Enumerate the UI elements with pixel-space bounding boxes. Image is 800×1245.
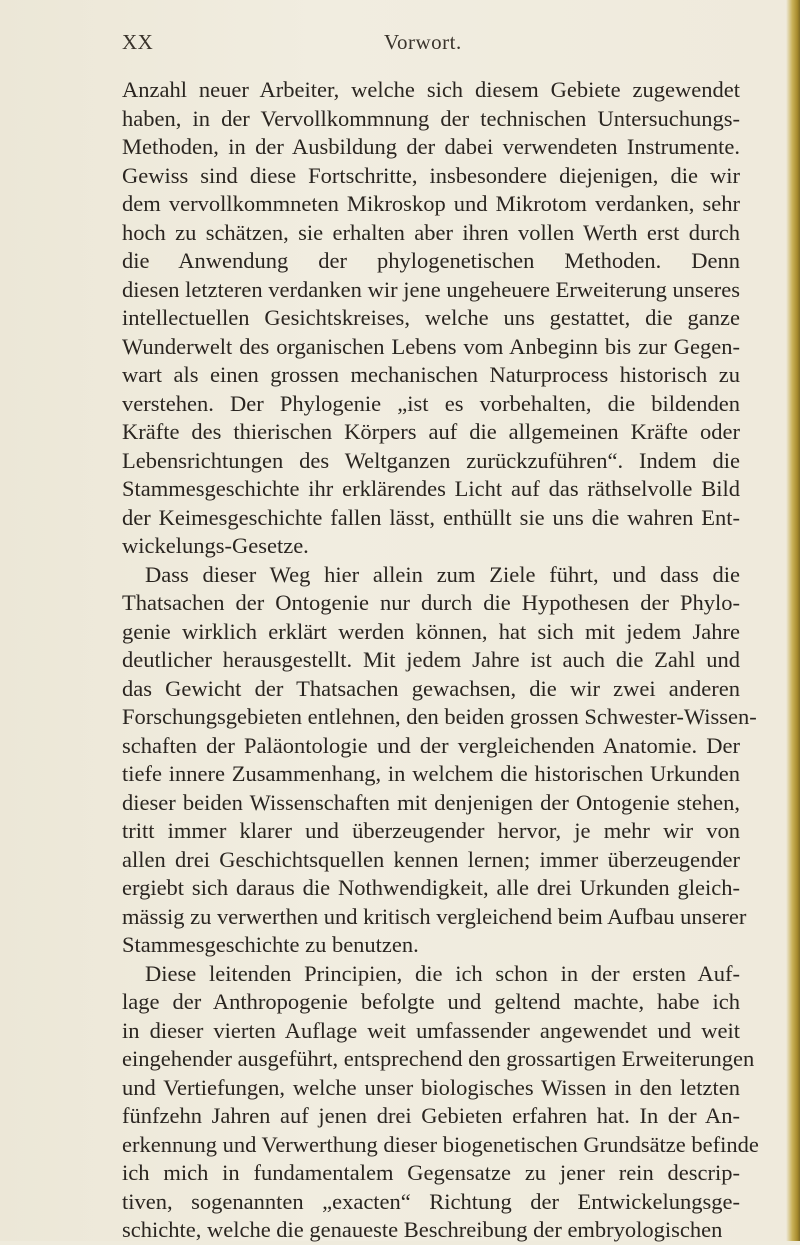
text-line: das Gewicht der Thatsachen gewachsen, die wir zwei anderen: [122, 675, 740, 701]
text-line: dieser beiden Wissenschaften mit denjenigen der Ontogenie stehen,: [122, 789, 740, 815]
text-line: tiven, sogenannten „exacten“ Richtung der Entwickelungsge-: [122, 1188, 740, 1214]
text-line: Forschungsgebieten entlehnen, den beiden grossen Schwester-Wissen-: [122, 704, 757, 729]
text-line: Wunderwelt des organischen Lebens vom Anbeginn bis zur Gegen-: [122, 333, 740, 359]
page-number: XX: [122, 30, 154, 54]
text-line: schichte, welche die genaueste Beschreibung der embryologischen: [122, 1217, 723, 1242]
text-line: ergiebt sich daraus die Nothwendigkeit, alle drei Urkunden gleich-: [122, 875, 740, 900]
text-line: Diese leitenden Principien, die ich schon in der ersten Auf-: [145, 960, 740, 986]
page-header: [122, 30, 740, 62]
text-line: Gewiss sind diese Fortschritte, insbesondere diejenigen, die wir: [122, 162, 740, 188]
paragraph: [122, 960, 759, 1245]
text-line: mässig zu verwerthen und kritisch vergleichend beim Aufbau unserer: [122, 903, 747, 929]
text-line: tiefe innere Zusammenhang, in welchem die historischen Urkunden: [122, 761, 740, 786]
text-line: Stammesgeschichte ihr erklärendes Licht auf das räthselvolle Bild: [122, 476, 740, 501]
text-line: diesen letzteren verdanken wir jene ungeheuere Erweiterung unseres: [122, 276, 740, 302]
paragraph: [122, 561, 757, 960]
text-line: Anzahl neuer Arbeiter, welche sich diesem Gebiete zugewendet: [122, 77, 740, 102]
running-title: Vorwort.: [384, 30, 462, 54]
text-line: und Vertiefungen, welche unser biologisches Wissen in den letzten: [122, 1074, 740, 1100]
body-text: [122, 76, 759, 1245]
text-line: tritt immer klarer und überzeugender hervor, je mehr wir von: [122, 818, 740, 843]
text-line: wart als einen grossen mechanischen Naturprocess historisch zu: [122, 362, 740, 387]
text-line: Thatsachen der Ontogenie nur durch die Hypothesen der Phylo-: [122, 590, 740, 615]
text-line: fünfzehn Jahren auf jenen drei Gebieten erfahren hat. In der An-: [122, 1103, 740, 1128]
text-line: Stammesgeschichte zu benutzen.: [122, 932, 419, 957]
text-line: verstehen. Der Phylogenie „ist es vorbehalten, die bildenden: [122, 390, 740, 416]
paragraph: [122, 76, 740, 561]
text-line: dem vervollkommneten Mikroskop und Mikrotom verdanken, sehr: [122, 191, 740, 216]
text-line: in dieser vierten Auflage weit umfassender angewendet und weit: [122, 1017, 740, 1043]
text-line: der Keimesgeschichte fallen lässt, enthüllt sie uns die wahren Ent-: [122, 504, 740, 530]
text-line: schaften der Paläontologie und der vergleichenden Anatomie. Der: [122, 732, 740, 758]
text-line: ich mich in fundamentalem Gegensatze zu jener rein descrip-: [122, 1160, 740, 1185]
text-line: deutlicher herausgestellt. Mit jedem Jahre ist auch die Zahl und: [122, 647, 740, 672]
text-line: lage der Anthropogenie befolgte und geltend machte, habe ich: [122, 989, 740, 1014]
text-line: genie wirklich erklärt werden können, hat sich mit jedem Jahre: [122, 618, 740, 644]
text-line: Kräfte des thierischen Körpers auf die allgemeinen Kräfte oder: [122, 419, 740, 444]
text-line: Lebensrichtungen des Weltganzen zurückzuführen“. Indem die: [122, 447, 740, 473]
text-line: eingehender ausgeführt, entsprechend den grossartigen Erweiterungen: [122, 1046, 755, 1071]
text-line: intellectuellen Gesichtskreises, welche uns gestattet, die ganze: [122, 305, 740, 330]
text-line: Dass dieser Weg hier allein zum Ziele führt, und dass die: [145, 561, 740, 587]
text-line: haben, in der Vervollkommnung der technischen Untersuchungs-: [122, 105, 740, 131]
text-line: hoch zu schätzen, sie erhalten aber ihren vollen Werth erst durch: [122, 219, 740, 245]
text-line: Methoden, in der Ausbildung der dabei verwendeten Instrumente.: [122, 134, 740, 159]
text-line: die Anwendung der phylogenetischen Methoden. Denn: [122, 248, 740, 273]
text-line: allen drei Geschichtsquellen kennen lernen; immer überzeugender: [122, 846, 740, 872]
text-line: wickelungs-Gesetze.: [122, 533, 309, 558]
text-line: erkennung und Verwerthung dieser biogenetischen Grundsätze befinde: [122, 1131, 759, 1157]
page-edge: [786, 0, 800, 1241]
